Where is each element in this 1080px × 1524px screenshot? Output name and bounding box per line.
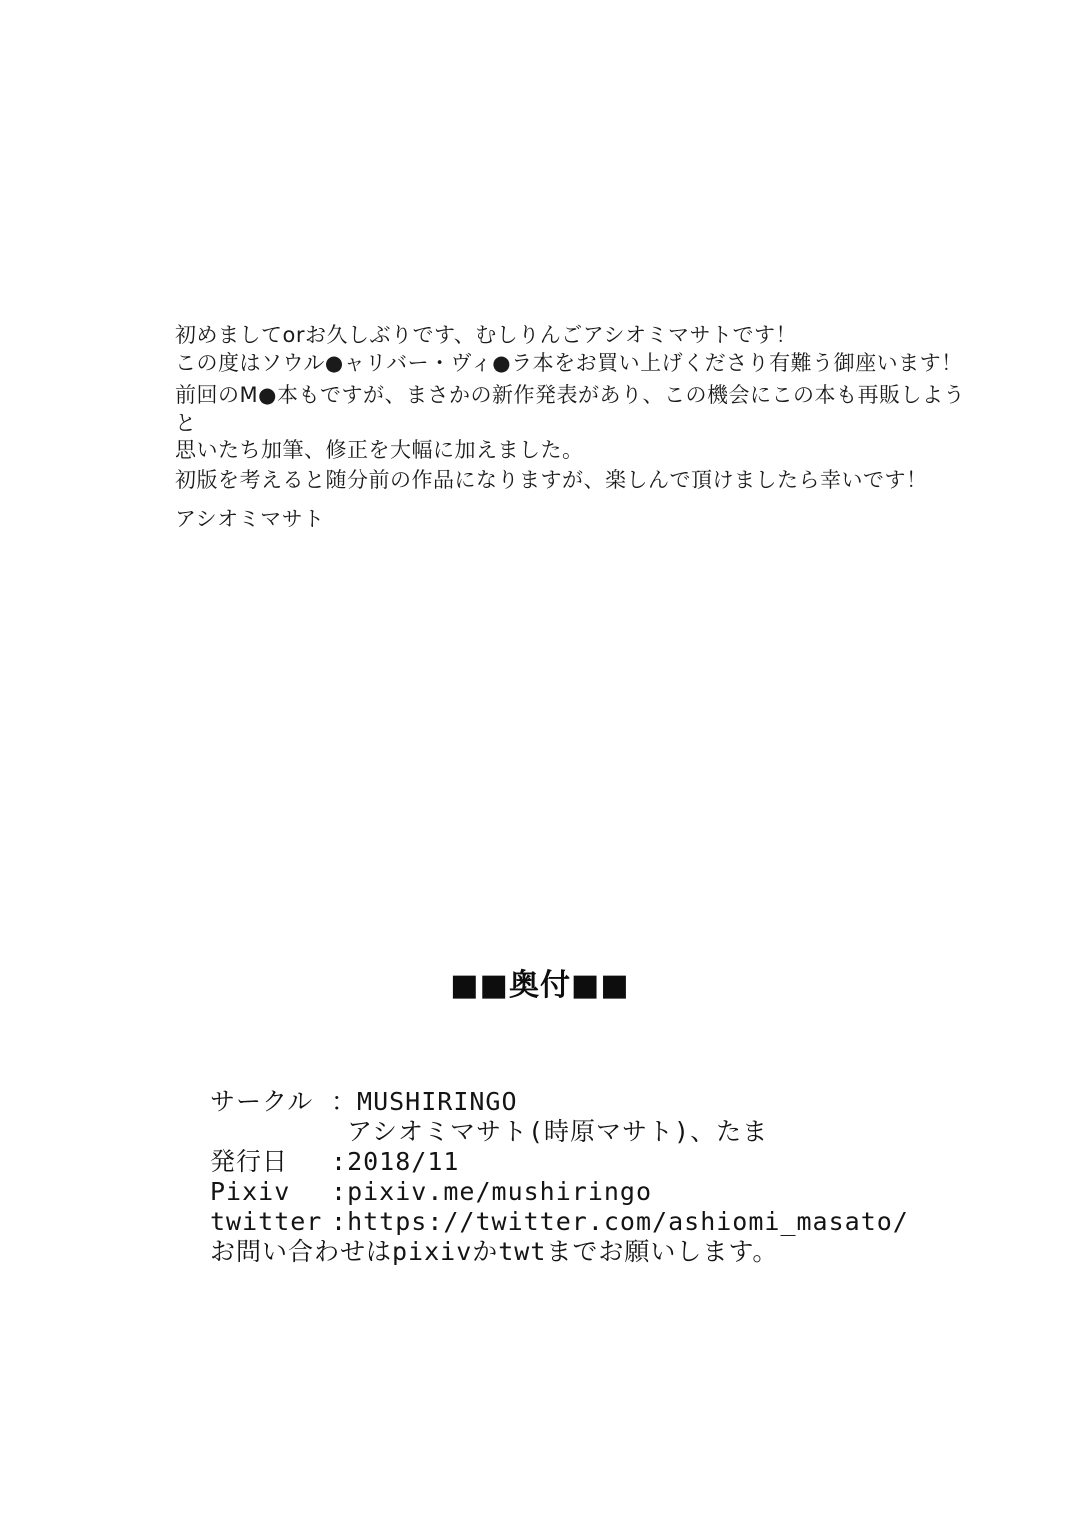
member-names: アシオミマサト(時原マサト)、たま — [347, 1117, 769, 1146]
colophon-row-date — [210, 1147, 930, 1177]
afterword-line: 初版を考えると随分前の作品になりますが、楽しんで頂けましたら幸いです！ — [175, 467, 928, 492]
colophon-separator: : — [331, 1177, 348, 1206]
colophon-row-pixiv — [210, 1177, 930, 1207]
colophon-label: Pixiv — [210, 1177, 291, 1206]
colophon-row-members — [210, 1117, 930, 1147]
afterword-line: 前回のM●本もですが、まさかの新作発表があり、この機会にこの本も再販しようと — [175, 383, 965, 435]
colophon-label: twitter — [210, 1207, 323, 1236]
colophon-separator: ： — [331, 1087, 358, 1116]
circle-name: MUSHIRINGO — [357, 1087, 518, 1116]
pixiv-url-text: pixiv.me/mushiringo — [347, 1177, 653, 1206]
colophon-row-circle — [210, 1087, 930, 1117]
colophon-row-contact — [210, 1237, 930, 1267]
colophon-separator: : — [331, 1147, 348, 1176]
colophon-separator: : — [331, 1207, 348, 1236]
publish-date: 2018/11 — [347, 1147, 460, 1176]
afterword-line: この度はソウル●ャリバー・ヴィ●ラ本をお買い上げくださり有難う御座います！ — [175, 350, 963, 375]
afterword-line: 初めましてorお久しぶりです、むしりんごアシオミマサトです！ — [175, 323, 797, 347]
colophon-heading: ■■奥付■■ — [450, 968, 630, 1003]
colophon-label: サークル — [210, 1087, 314, 1116]
colophon-row-twitter — [210, 1207, 930, 1237]
twitter-url-text: https://twitter.com/ashiomi_masato/ — [347, 1207, 909, 1236]
colophon-label: 発行日 — [210, 1147, 289, 1176]
afterword-line: 思いたち加筆、修正を大幅に加えました。 — [175, 438, 584, 462]
colophon-block — [210, 1087, 930, 1267]
afterword-text-block — [175, 322, 975, 534]
contact-note: お問い合わせはpixivかtwtまでお願いします。 — [210, 1237, 779, 1266]
author-signature: アシオミマサト — [175, 507, 325, 531]
